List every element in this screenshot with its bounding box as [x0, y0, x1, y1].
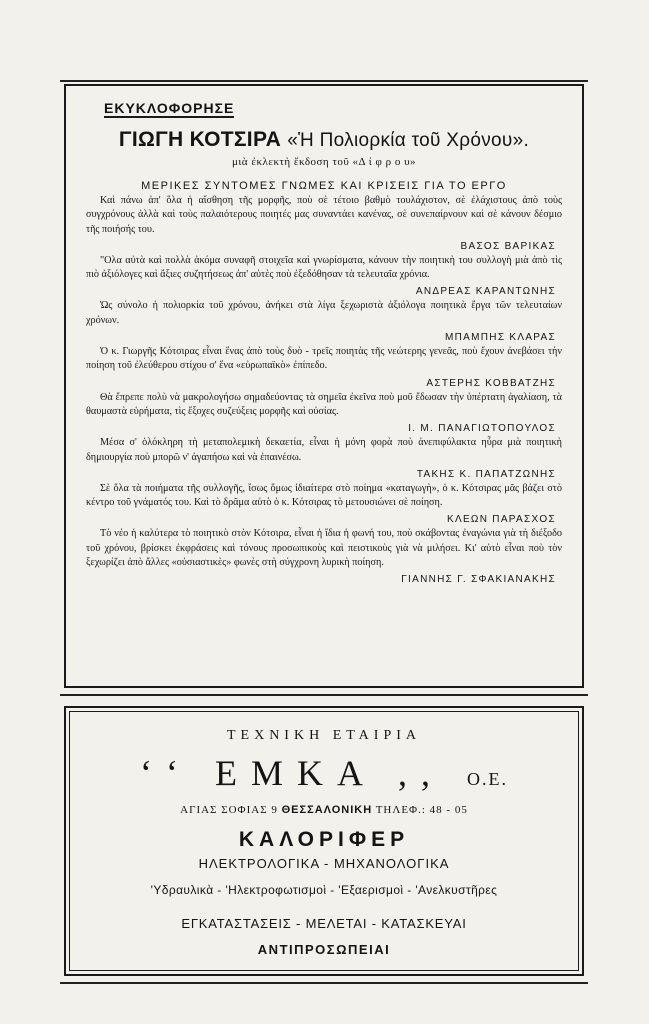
review-text: "Ολα αὐτὰ καὶ πολλὰ ἀκόμα συναφῆ στοιχεῖα καὶ γνωρίσματα, κάνουν τὴν ποιητικὴ του συλλογὴ μιὰ ἀπὸ τὶς πιὸ ἀξιόλογες καὶ ἄξιες συζητήσεως ἀπ' αὐτὲς ποὺ ἐξεδόθησαν τὰ τελευταῖα χρόνια.	[86, 254, 562, 281]
review-list	[86, 194, 562, 585]
edition-line: μιὰ ἐκλεκτὴ ἔκδοση τοῦ «Δ ί φ ρ ο υ»	[231, 156, 417, 168]
review-author: ΚΛΕΩΝ ΠΑΡΑΣΧΟΣ	[447, 514, 556, 526]
review-author: ΤΑΚΗΣ Κ. ΠΑΠΑΤΖΩΝΗΣ	[416, 468, 556, 480]
review-text: Καὶ πάνω ἀπ' ὅλα ἡ αἴσθηση τῆς μορφῆς, ποὺ σὲ τέτοιο βαθμὸ τουλάχιστον, σὲ ἐλάχιστους ἀπὸ τοὺς συγχρόνους ἀλλὰ καὶ τοὺς παλαιότερους ποιητές μας συναντάει κανένας, σὲ συνεπαίρνουν καὶ σὲ κάνουν δέσμιο τῆς ποιήσής του.	[86, 195, 562, 235]
works-line: ΕΓΚΑΤΑΣΤΑΣΕΙΣ - ΜΕΛΕΤΑΙ - ΚΑΤΑΣΚΕΥΑΙ	[181, 916, 467, 931]
reviews-heading: ΜΕΡΙΚΕΣ ΣΥΝΤΟΜΕΣ ΓΝΩΜΕΣ ΚΑΙ ΚΡΙΣΕΙΣ ΓΙΑ ΤΟ ΕΡΓΟ	[141, 180, 507, 192]
review-author: ΑΣΤΕΡΗΣ ΚΟΒΒΑΤΖΗΣ	[426, 377, 556, 389]
bottom-rule	[60, 982, 588, 984]
address-city: ΘΕΣΣΑΛΟΝΙΚΗ	[281, 804, 373, 816]
review-text: Μέσα σ' ὁλόκληρη τὴ μεταπολεμικὴ δεκαετία, εἶναι ἡ μόνη φορὰ ποὺ ἀνεπιφύλακτα ηὗρα μιὰ ποιητικὴ δημιουργία ποὺ μπορῶ ν' ἀγαπήσω καὶ νὰ ἐπαινέσω.	[86, 437, 562, 463]
company-suffix: Ο.Ε.	[467, 769, 508, 789]
company-name-text: ʻʻ ΕΜΚΑ ,,	[140, 753, 444, 793]
product-heading: ΚΑΛΟΡΙΦΕΡ	[238, 828, 410, 851]
company-advert-box	[64, 706, 584, 976]
review-author: ΜΠΑΜΠΗΣ ΚΛΑΡΑΣ	[445, 332, 556, 344]
review-text: Θὰ ἔπρεπε πολὺ νὰ μακρολογήσω σημαδεύοντας τὰ σημεῖα ἐκεῖνα ποὺ μοῦ ἔδωσαν τὴν ὑπέρτατη ἀγαλίαση, τὰ θαυμαστὰ εὑρήματα, τὶς ἔξοχες συζεύξεις μορφῆς καὶ οὐσίας.	[86, 391, 562, 417]
title-author: ΓΙΩΓΗ ΚΟΤΣΙΡΑ	[118, 128, 282, 151]
review-author: ΒΑΣΟΣ ΒΑΡΙΚΑΣ	[460, 240, 556, 252]
company-address	[66, 804, 582, 816]
agencies-line: ΑΝΤΙΠΡΟΣΩΠΕΙΑΙ	[257, 942, 391, 957]
address-street: ΑΓΙΑΣ ΣΟΦΙΑΣ 9	[180, 804, 278, 816]
review-text: Ὁ κ. Γιωργῆς Κότσιρας εἶναι ἕνας ἀπὸ τοὺς δυὸ - τρεῖς ποιητὰς τῆς νεώτερης γενεᾶς, ποὺ ἔχουν ἀνεβάσει τὴν ποίηση τοῦ ἐλεύθερου στίχου σ' ἕνα «εὐρωπαϊκὸ» ἐπίπεδο.	[86, 346, 562, 372]
phone-label: ΤΗΛΕΦ.:	[375, 804, 426, 816]
title-work: «Ἡ Πολιορκία τοῦ Χρόνου».	[287, 130, 530, 151]
top-rule	[60, 80, 588, 82]
services-line: 'Υδραυλικὰ - 'Ηλεκτροφωτισμοὶ - 'Εξαερισμοὶ - 'Ανελκυστῆρες	[150, 883, 498, 897]
book-notice-box	[64, 84, 584, 688]
review-text: Τὸ νέο ἡ καλύτερα τὸ ποιητικὸ στὸν Κότσιρα, εἶναι ἡ ἴδια ἡ φωνή του, ποὺ σκάβοντας ἐναγώνια γιὰ τὴ διέξοδο τοῦ χρόνου, βρίσκει ἐκφράσεις καὶ τόνους προσωπικοὺς καὶ πειστικοὺς γιὰ νὰ μιλήσει. Κι' αὐτὸ εἶναι ποὺ τὸν ξεχωρίζει ἀπὸ ἄλλες «οὐσιαστικὲς» φωνὲς στὴ σύγχρονη λυρικὴ ποίηση.	[86, 528, 562, 569]
book-title	[86, 128, 562, 152]
middle-rule	[60, 694, 588, 696]
kicker: ΕΚΥΚΛΟΦΟΡΗΣΕ	[104, 100, 235, 116]
company-type: ΤΕΧΝΙΚΗ ΕΤΑΙΡΙΑ	[226, 728, 422, 743]
phone-number: 48 - 05	[429, 804, 468, 816]
review-text: Σὲ ὅλα τὰ ποιήματα τῆς συλλογῆς, ἴσως ὅμως ἰδιαίτερα στὸ ποίημα «καταγωγὴ», ὁ κ. Κότσιρας μᾶς βάζει στὸ κέντρο τοῦ γνάματός του. Καὶ τὸ δρᾶμα αὐτὸ ὁ κ. Κότσιρας τὸ μετουσιώνει σὲ ποίηση.	[86, 482, 562, 509]
review-author: ΓΙΑΝΝΗΣ Γ. ΣΦΑΚΙΑΝΑΚΗΣ	[401, 574, 556, 586]
company-name	[66, 752, 582, 794]
review-author: Ι. Μ. ΠΑΝΑΓΙΩΤΟΠΟΥΛΟΣ	[408, 423, 556, 435]
categories-line: ΗΛΕΚΤΡΟΛΟΓΙΚΑ - ΜΗΧΑΝΟΛΟΓΙΚΑ	[198, 856, 450, 871]
review-text: Ὡς σύνολο ἡ πολιορκία τοῦ χρόνου, ἀνήκει στὰ λίγα ξεχωριστὰ ἀξιόλογα ποιητικὰ ἔργα τῶν τελευταίων χρόνων.	[86, 300, 562, 326]
review-author: ΑΝΔΡΕΑΣ ΚΑΡΑΝΤΩΝΗΣ	[415, 286, 556, 298]
